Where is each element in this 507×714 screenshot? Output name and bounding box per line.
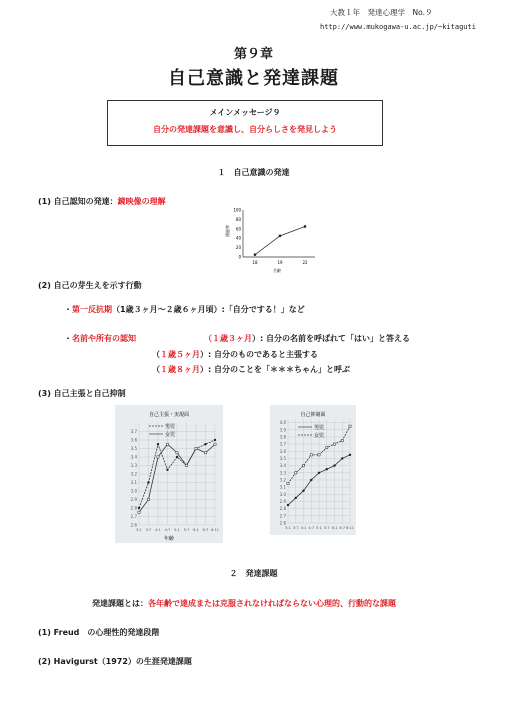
self-control-chart-xtick: 4:1 [300, 526, 307, 530]
self-control-chart-point [333, 464, 335, 466]
self-assertion-chart-xtick: 5:7 [183, 528, 190, 532]
self-control-chart-point [302, 465, 304, 467]
self-control-chart-point [349, 454, 351, 456]
self-assertion-chart-ytick: 3.0 [130, 488, 137, 494]
self-control-chart-xtick: 5:1 [316, 526, 322, 530]
self-control-chart-ytick: 3.9 [279, 427, 286, 433]
self-assertion-chart-point [138, 507, 140, 509]
self-control-chart-point [310, 454, 312, 456]
definition-label: 発達課題とは： [92, 599, 148, 608]
self-assertion-chart-ytick: 3.7 [130, 429, 137, 434]
self-assertion-chart-xtick: 4:7 [164, 528, 171, 532]
mirror-chart-xlabel: 月齢 [273, 268, 281, 273]
mirror-chart-yticks [233, 208, 241, 260]
mirror-chart-point [304, 225, 307, 228]
first-rebellion-text: （1歳３ヶ月〜２歳６ヶ月頃）:「自分でする！」など [112, 305, 305, 314]
self-assertion-chart-ytick: 3.2 [130, 471, 137, 477]
self-assertion-chart-point [157, 456, 159, 458]
self-assertion-chart-ytick: 3.5 [130, 446, 137, 451]
self-assertion-chart-point [166, 443, 168, 445]
self-control-chart-xtick: 6:7 [339, 526, 346, 530]
self-assertion-chart-point [157, 443, 159, 445]
self-control-chart-ytick: 3.7 [279, 441, 286, 447]
age-row-1-text: ）: 自分の名前を呼ばれて「はい」と答える [252, 334, 410, 343]
self-control-chart-xtick: 3:1 [285, 526, 291, 530]
mirror-chart-point [254, 253, 257, 256]
age-row-2-age: １歳５ヶ月 [160, 350, 200, 359]
self-assertion-chart-xtick: 3:7 [145, 528, 152, 532]
self-control-chart-ytick: 3.2 [279, 477, 286, 483]
self-control-chart-title: 自己抑制面 [300, 412, 326, 418]
mirror-chart-xtick: 22 [302, 260, 308, 265]
legend-girls: 女児 [165, 432, 176, 438]
self-control-chart-xtick: 5:7 [323, 526, 330, 530]
self-assertion-chart-ytick: 3.1 [130, 480, 137, 485]
self-assertion-chart-point [147, 481, 149, 483]
self-assertion-chart-ytick: 2.9 [130, 497, 137, 502]
self-control-chart-point [341, 439, 343, 441]
age-row-2-open: （ [152, 350, 160, 359]
self-assertion-chart [115, 405, 223, 543]
mirror-chart-ytick: 100 [233, 207, 241, 213]
item5-label: (2) Havigurst（1972）の生涯発達課題 [38, 657, 192, 666]
age-row-2 [152, 349, 318, 360]
self-assertion-chart-point [204, 443, 206, 445]
legend-boys-2: 男児 [314, 425, 325, 431]
self-control-chart-xtick: 6:1 [331, 526, 338, 530]
mirror-chart-ytick: 40 [235, 235, 241, 241]
self-assertion-chart-point [204, 452, 206, 454]
self-assertion-chart-xlabel: 年齢 [163, 536, 175, 542]
self-control-chart-point [318, 472, 320, 474]
mirror-chart-ytick: 60 [235, 226, 241, 232]
self-assertion-chart-point [176, 456, 178, 458]
self-assertion-chart-xtick: 6:11 [211, 528, 219, 532]
bullet-name-recognition: ・名前や所有の認知 [64, 334, 136, 343]
self-control-chart-xtick: 6:11 [346, 526, 354, 530]
self-assertion-chart-point [195, 447, 197, 449]
self-control-chart-ytick: 2.7 [279, 513, 286, 519]
page-title: 自己意識と発達課題 [168, 68, 339, 89]
self-control-chart-point [302, 490, 304, 492]
mirror-chart-series [254, 225, 307, 256]
self-control-chart-xtick: 3:7 [292, 526, 299, 530]
url-header: http://www.mukogawa-u.ac.jp/~kitaguti [320, 23, 476, 31]
mirror-chart [225, 205, 325, 275]
self-assertion-chart-ytick: 2.8 [130, 505, 137, 511]
self-assertion-chart-point [185, 464, 187, 466]
self-control-chart-ytick: 2.9 [279, 498, 286, 504]
chapter-label: 第９章 [233, 47, 273, 62]
self-control-chart-point [295, 497, 297, 499]
mirror-chart-xtick: 18 [252, 260, 258, 265]
self-assertion-chart-xtick: 4:1 [155, 528, 161, 532]
mirror-chart-xtick: 19 [277, 260, 283, 265]
mirror-chart-ytick: 20 [235, 245, 241, 251]
self-control-chart-ytick: 3.3 [279, 470, 286, 476]
item3-label: (3) 自己主張と自己抑制 [38, 389, 126, 398]
self-control-chart-ytick: 3.0 [279, 491, 286, 497]
self-control-chart-point [318, 454, 320, 456]
age-row-3 [152, 364, 350, 375]
self-control-chart [270, 405, 356, 535]
self-assertion-chart-xtick: 6:7 [202, 528, 209, 532]
item1-line [38, 196, 166, 207]
self-control-chart-xtick: 4:7 [308, 526, 315, 530]
self-control-chart-point [295, 472, 297, 474]
bullet-first-rebellion: ・第一反抗期（1歳３ヶ月〜２歳６ヶ月頃）:「自分でする！」など [64, 305, 305, 314]
self-assertion-chart-xtick: 3:1 [136, 528, 142, 532]
mirror-chart-point [279, 235, 282, 238]
course-header: 大教１年 発達心理学 No.９ [330, 8, 433, 17]
mirror-chart-ylabel: 通過率 [225, 225, 230, 237]
self-control-chart-point [287, 482, 289, 484]
self-assertion-chart-point [214, 439, 216, 441]
self-assertion-chart-xtick: 6:1 [193, 528, 199, 532]
self-assertion-chart-ytick: 3.4 [130, 454, 137, 460]
self-assertion-chart-point [176, 452, 178, 454]
self-control-chart-point [349, 425, 351, 427]
self-control-chart-point [287, 504, 289, 506]
self-assertion-chart-point [147, 498, 149, 500]
main-message-text: 自分の発達課題を意識し、自分らしさを発見しよう [153, 125, 337, 134]
first-rebellion-highlight: 第一反抗期 [72, 305, 112, 314]
self-assertion-chart-ytick: 2.7 [130, 514, 137, 519]
legend-girls-2: 女児 [314, 433, 325, 439]
self-control-chart-point [326, 468, 328, 470]
mirror-chart-xticks [252, 260, 308, 265]
self-assertion-chart-point [214, 443, 216, 445]
self-assertion-chart-point [138, 511, 140, 513]
section1-heading: １ 自己意識の発達 [217, 168, 290, 177]
self-control-chart-ytick: 3.4 [279, 463, 286, 469]
self-assertion-chart-point [166, 469, 168, 471]
self-control-chart-ytick: 3.1 [279, 484, 286, 490]
mirror-chart-line [255, 226, 305, 254]
age-row-2-text: ）: 自分のものであると主張する [200, 350, 318, 359]
mirror-chart-ytick: 0 [238, 254, 241, 260]
self-assertion-chart-ytick: 3.3 [130, 463, 137, 468]
item1-highlight: 鏡映像の理解 [117, 197, 166, 206]
self-control-chart-ytick: 4.0 [279, 420, 286, 426]
self-control-chart-point [341, 457, 343, 459]
section2-heading: ２ 発達課題 [229, 569, 278, 578]
item4-label: (1) Freud の心理性的発達段階 [38, 628, 160, 637]
self-control-chart-ytick: 2.8 [279, 506, 286, 512]
item1-label: (1) 自己認知の発達： [38, 197, 118, 206]
self-control-chart-point [333, 443, 335, 445]
self-control-chart-ytick: 3.6 [279, 448, 286, 454]
legend-boys: 男児 [165, 424, 176, 430]
age-row-1-age: １歳３ヶ月 [212, 334, 252, 343]
age-row-3-open: （ [152, 365, 160, 374]
self-assertion-chart-ytick: 3.6 [130, 437, 137, 443]
self-control-chart-ytick: 3.8 [279, 434, 286, 440]
self-assertion-chart-ytick: 2.6 [130, 522, 137, 528]
mirror-chart-ytick: 80 [235, 216, 241, 222]
item2-label: (2) 自己の芽生えを示す行動 [38, 281, 142, 290]
self-assertion-chart-xtick: 5:1 [174, 528, 180, 532]
age-row-3-text: ）: 自分のことを「＊＊＊ちゃん」と呼ぶ [200, 365, 350, 374]
self-control-chart-ytick: 2.6 [279, 520, 286, 526]
main-message-label: メインメッセージ９ [209, 108, 281, 117]
self-control-chart-point [310, 479, 312, 481]
age-row-1 [204, 333, 410, 344]
definition-line [92, 598, 396, 609]
self-control-chart-ytick: 3.5 [279, 455, 286, 461]
age-row-1-open: （ [204, 334, 212, 343]
definition-text: 各年齢で達成または克服されなければならない心理的、行動的な課題 [148, 599, 396, 608]
name-recognition-highlight: 名前や所有の認知 [72, 334, 136, 343]
self-control-chart-point [326, 447, 328, 449]
age-row-3-age: １歳８ヶ月 [160, 365, 200, 374]
self-assertion-chart-title: 自己主張・実現面 [148, 412, 190, 418]
